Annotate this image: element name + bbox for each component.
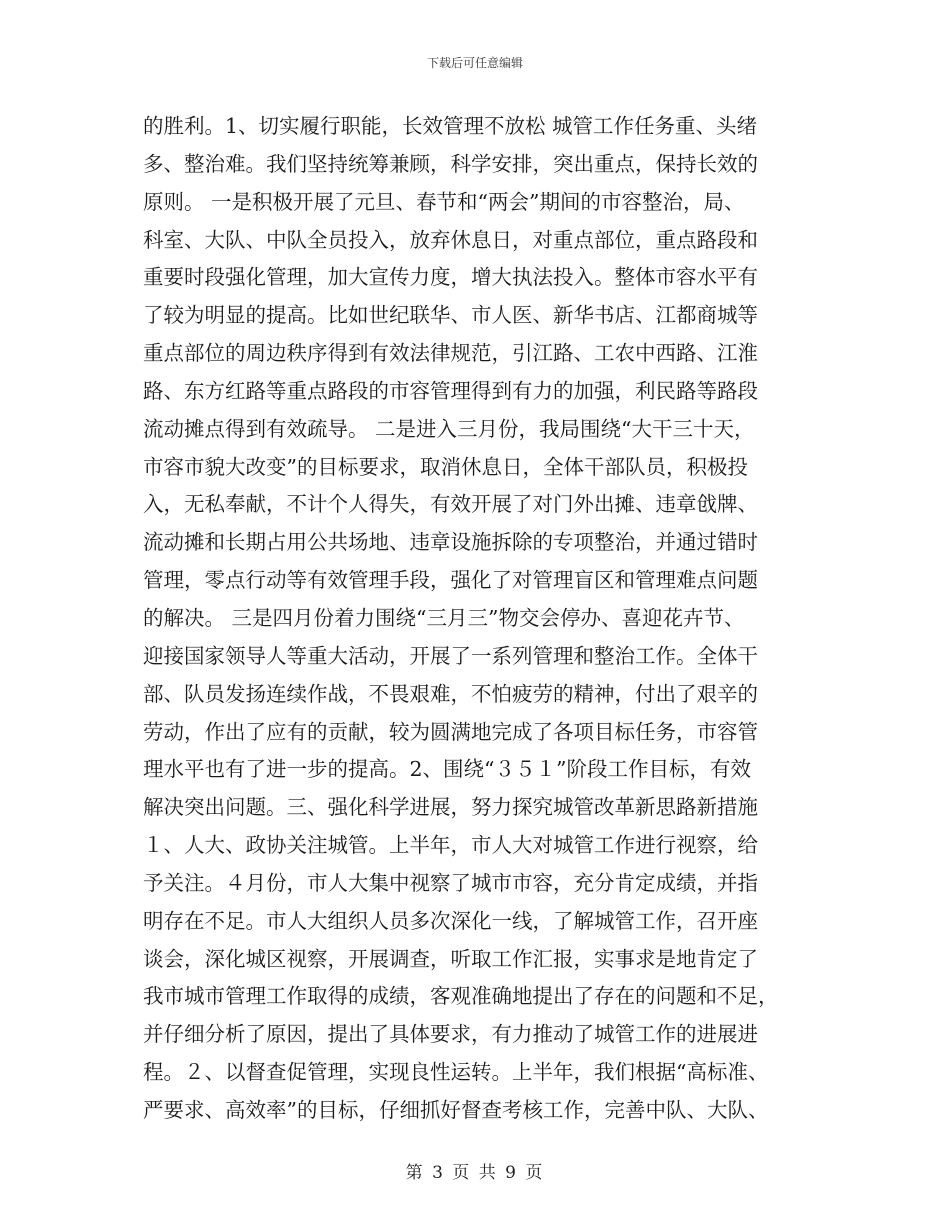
text-line: 程。２、以督查促管理，实现良性运转。上半年，我们根据“高标准、 bbox=[143, 1060, 769, 1085]
text-line: 严要求、高效率”的目标，仔细抓好督查考核工作，完善中队、大队、 bbox=[143, 1097, 769, 1122]
text-line: 重点部位的周边秩序得到有效法律规范，引江路、工农中西路、江淮 bbox=[143, 341, 758, 366]
text-line: 我市城市管理工作取得的成绩，客观准确地提出了存在的问题和不足， bbox=[143, 984, 779, 1009]
text-line: 管理，零点行动等有效管理手段，强化了对管理盲区和管理难点问题 bbox=[143, 568, 758, 593]
text-line: 流动摊点得到有效疏导。 二是进入三月份，我局围绕“大干三十天， bbox=[143, 416, 755, 441]
document-body bbox=[143, 108, 811, 1130]
text-line: 重要时段强化管理，加大宣传力度，增大执法投入。整体市容水平有 bbox=[143, 265, 758, 290]
text-line: 理水平也有了进一步的提高。2、围绕“３５１”阶段工作目标，有效 bbox=[143, 757, 752, 782]
text-line: 市容市貌大改变”的目标要求，取消休息日，全体干部队员，积极投 bbox=[143, 454, 748, 479]
text-line: 科室、大队、中队全员投入，放弃休息日，对重点部位，重点路段和 bbox=[143, 227, 758, 252]
page-header: 下载后可任意编辑 bbox=[426, 56, 523, 70]
text-line: 谈会，深化城区视察，开展调查，听取工作汇报，实事求是地肯定了 bbox=[143, 946, 758, 971]
text-line: 部、队员发扬连续作战，不畏艰难，不怕疲劳的精神，付出了艰辛的 bbox=[143, 681, 758, 706]
text-line: 劳动，作出了应有的贡献，较为圆满地完成了各项目标任务，市容管 bbox=[143, 719, 758, 744]
text-line: 予关注。４月份，市人大集中视察了城市市容，充分肯定成绩，并指 bbox=[143, 870, 758, 895]
text-line: 流动摊和长期占用公共场地、违章设施拆除的专项整治，并通过错时 bbox=[143, 530, 758, 555]
text-line: 多、整治难。我们坚持统筹兼顾，科学安排，突出重点，保持长效的 bbox=[143, 151, 758, 176]
text-line: 并仔细分析了原因，提出了具体要求，有力推动了城管工作的进展进 bbox=[143, 1022, 758, 1047]
page-number-footer: 第 3 页 共 9 页 bbox=[405, 1163, 545, 1183]
text-line: 了较为明显的提高。比如世纪联华、市人医、新华书店、江都商城等 bbox=[143, 303, 758, 328]
text-line: １、人大、政协关注城管。上半年，市人大对城管工作进行视察，给 bbox=[143, 833, 758, 858]
text-line: 原则。 一是积极开展了元旦、春节和“两会”期间的市容整治，局、 bbox=[143, 189, 745, 214]
text-line: 迎接国家领导人等重大活动，开展了一系列管理和整治工作。全体干 bbox=[143, 643, 758, 668]
text-line: 解决突出问题。三、强化科学进展，努力探究城管改革新思路新措施 bbox=[143, 795, 758, 820]
text-line: 明存在不足。市人大组织人员多次深化一线，了解城管工作，召开座 bbox=[143, 908, 758, 933]
text-line: 的胜利。1、切实履行职能，长效管理不放松 城管工作任务重、头绪 bbox=[143, 114, 758, 138]
text-line: 入，无私奉献，不计个人得失，有效开展了对门外出摊、违章戗牌、 bbox=[143, 492, 758, 517]
text-line: 的解决。 三是四月份着力围绕“三月三”物交会停办、喜迎花卉节、 bbox=[143, 605, 745, 630]
text-line: 路、东方红路等重点路段的市容管理得到有力的加强，利民路等路段 bbox=[143, 378, 758, 403]
